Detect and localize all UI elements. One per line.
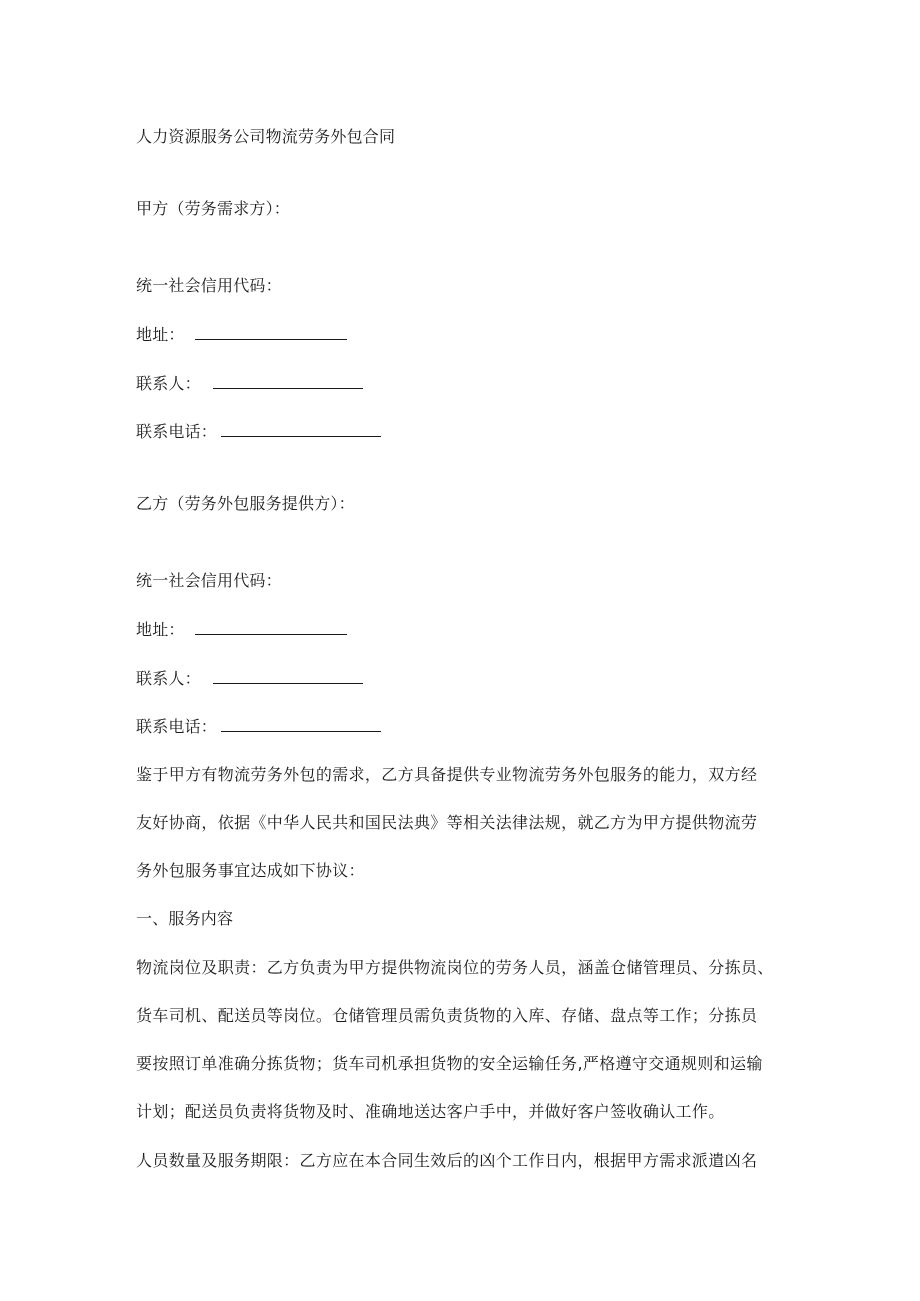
party-b-phone (136, 715, 381, 738)
party-b-contact-label: 联系人： (136, 669, 201, 688)
duties-line: 物流岗位及职责：乙方负责为甲方提供物流岗位的劳务人员，涵盖仓储管理员、分拣员、 (136, 958, 774, 977)
party-b-phone-blank[interactable] (221, 715, 381, 732)
party-a-contact-label: 联系人： (136, 374, 201, 393)
party-a-address-blank[interactable] (195, 323, 347, 340)
party-a-phone-label: 联系电话： (136, 422, 218, 441)
party-b-phone-label: 联系电话： (136, 717, 218, 736)
duties-line: 要按照订单准确分拣货物；货车司机承担货物的安全运输任务,严格遵守交通规则和运输 (136, 1054, 763, 1073)
party-a-address-label: 地址： (136, 325, 185, 344)
party-b-contact (136, 667, 363, 690)
party-a-credit-code (136, 275, 282, 297)
preamble-line: 鉴于甲方有物流劳务外包的需求，乙方具备提供专业物流劳务外包服务的能力，双方经 (136, 765, 758, 784)
section-1-heading: 一、服务内容 (136, 909, 234, 928)
duties-line: 货车司机、配送员等岗位。仓储管理员需负责货物的入库、存储、盘点等工作；分拣员 (136, 1006, 758, 1025)
party-a-phone (136, 420, 381, 443)
party-a-phone-blank[interactable] (221, 420, 381, 437)
party-a-address (136, 323, 347, 346)
party-b-credit-code (136, 570, 282, 592)
party-a-contact (136, 372, 363, 395)
party-b-credit-code-label: 统一社会信用代码： (136, 571, 282, 590)
preamble-line: 务外包服务事宜达成如下协议： (136, 861, 365, 880)
party-a-credit-code-label: 统一社会信用代码： (136, 276, 282, 295)
party-a-heading: 甲方（劳务需求方）： (136, 199, 291, 218)
party-b-address (136, 618, 347, 641)
staffing-line: 人员数量及服务期限：乙方应在本合同生效后的凶个工作日内，根据甲方需求派遣凶名 (136, 1151, 758, 1170)
preamble-line: 友好协商，依据《中华人民共和国民法典》等相关法律法规，就乙方为甲方提供物流劳 (136, 813, 758, 832)
party-a-contact-blank[interactable] (213, 372, 363, 389)
duties-line: 计划；配送员负责将货物及时、准确地送达客户手中，并做好客户签收确认工作。 (136, 1102, 725, 1121)
document-title: 人力资源服务公司物流劳务外包合同 (136, 127, 396, 146)
party-b-address-label: 地址： (136, 620, 185, 639)
party-b-heading: 乙方（劳务外包服务提供方）： (136, 494, 355, 513)
party-b-contact-blank[interactable] (213, 667, 363, 684)
party-b-address-blank[interactable] (195, 618, 347, 635)
